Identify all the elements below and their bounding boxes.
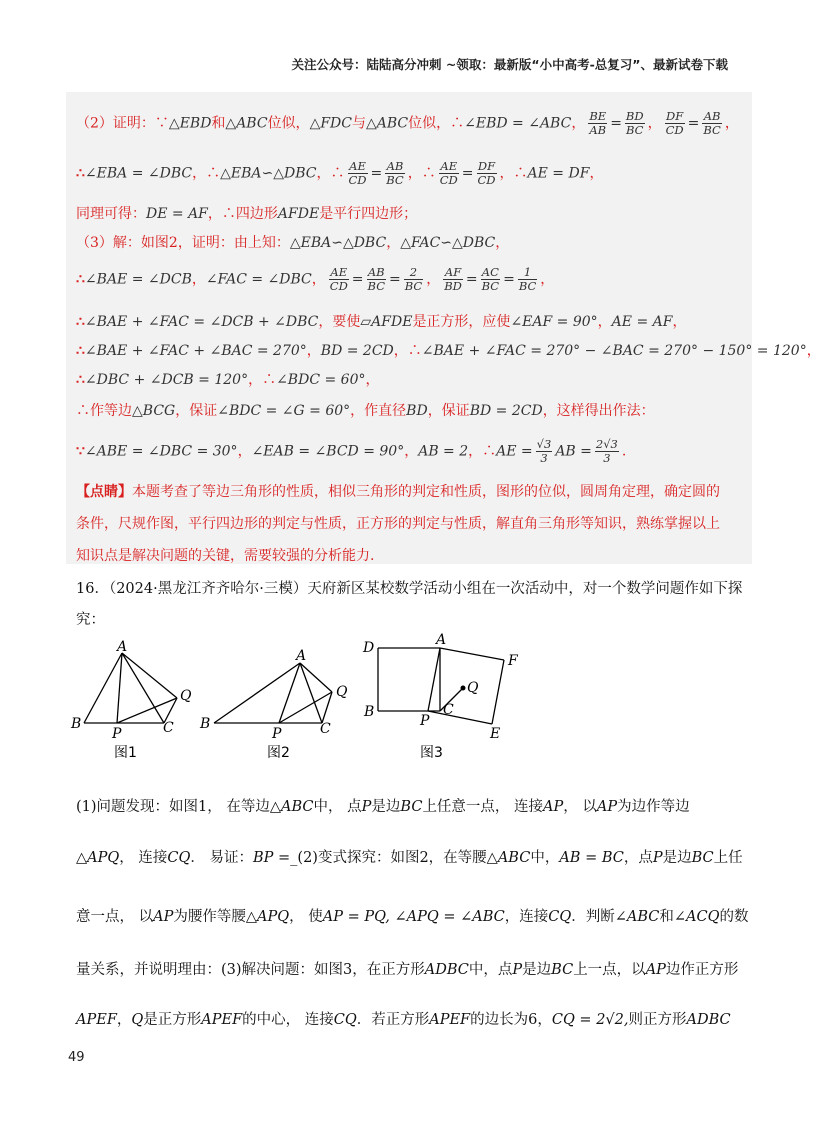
solution-line-4: （3）解：如图2，证明：由上知：△EBA∽△DBC，△FAC∽△DBC， [76,235,510,251]
fig2-label-a: A [296,648,307,664]
fig1-label-p: P [112,726,122,742]
question-paragraph-line-1: (1)问题发现：如图1， 在等边△ABC中， 点P是边BC上任意一点， 连接AP， 以AP为边作等边 [76,799,690,815]
fraction: $\frac{AE}{CD}$ [348,159,367,187]
fig2-label-q: Q [336,684,348,700]
fig3-label-q: Q [467,680,479,696]
fig1-label-a: A [117,639,128,655]
fig2-label-p: P [272,726,282,742]
text: 和 [211,115,226,132]
page-header: 关注公众号：陆陆高分冲刺 ~领取：最新版“小中高考-总复习”、最新试卷下载 [291,57,728,72]
fig1-label-b: B [71,716,82,732]
fraction: $\frac{DF}{CD}$ [665,109,684,137]
fig3-center-dot [461,686,466,691]
fig2-label-c: C [320,721,331,737]
question-paragraph-line-3: 意一点， 以AP为腰作等腰△APQ， 使AP = PQ, ∠APQ = ∠ABC，连接CQ．判断∠ABC和∠ACQ的数 [76,909,749,925]
math: △EBD [168,115,212,132]
key-point-line-1: 【点睛】本题考查了等边三角形的性质，相似三角形的判定和性质，图形的位似，圆周角定理，确定圆的 [76,484,720,500]
question-paragraph-line-5: APEF，Q是正方形APEF的中心， 连接CQ．若正方形APEF的边长为6，CQ = 2√2,则正方形ADBC [76,1012,731,1028]
solution-line-6: ∴∠BAE + ∠FAC = ∠DCB + ∠DBC，要使▱AFDE是正方形，应使∠EAF = 90°，AE = AF， [76,314,687,330]
fraction: $\frac{BE}{AB}$ [589,109,607,137]
fraction: $\frac{AB}{BC}$ [703,109,721,137]
solution-line-7: ∴∠BAE + ∠FAC + ∠BAC = 270°，BD = 2CD，∴∠BAE + ∠FAC = 270° − ∠BAC = 270° − 150° = 120°， [76,343,821,359]
question-line-1: 16．（2024·黑龙江齐齐哈尔·三模）天府新区某校数学活动小组在一次活动中，对一个数学问题作如下探 [76,581,743,597]
fraction: $\frac{BD}{BC}$ [625,109,644,137]
fig1-caption: 图1 [114,745,137,761]
solution-line-2: ∴∠EBA = ∠DBC，∴△EBA∽△DBC，∴ $\frac{AE}{CD}$ = $\frac{AB}{BC}$ ，∴ $\frac{AE}{CD}$ = $\frac{DF}{CD}$ ，∴AE = DF， [76,159,604,187]
fig3-label-b: B [364,704,375,720]
math: △ABC [365,115,409,132]
fraction: $\frac{AB}{BC}$ [386,159,404,187]
solution-line-9: ∴作等边△BCG，保证∠BDC = ∠G = 60°，作直径BD，保证BD = 2CD，这样得出作法： [76,403,655,419]
text: 位似，∴ [408,115,465,132]
math: △ABC [225,115,268,132]
fig3-caption: 图3 [420,745,443,761]
fig3-label-a: A [436,632,447,648]
fig3-label-p: P [420,713,430,729]
solution-line-3: 同理可得：DE = AF，∴四边形AFDE是平行四边形； [76,206,418,222]
text: 与 [351,115,366,132]
math: ∠EBD = ∠ABC [464,115,572,132]
question-paragraph-line-2: △APQ， 连接CQ． 易证：BP =_(2)变式探究：如图2，在等腰△ABC中，AB = BC，点P是边BC上任 [76,850,743,866]
page-number: 49 [68,1050,85,1065]
geometry-figures [60,630,760,770]
fig3-label-f: F [508,653,518,669]
question-line-2: 究： [76,612,105,628]
fig2-caption: 图2 [267,745,290,761]
question-paragraph-line-4: 量关系，并说明理由：(3)解决问题：如图3，在正方形ADBC中，点P是边BC上一点，以AP边作正方形 [76,962,739,978]
fig3-label-d: D [363,640,375,656]
solution-line-5: ∴∠BAE = ∠DCB，∠FAC = ∠DBC， $\frac{AE}{CD}$ = $\frac{AB}{BC}$ = $\frac{2}{BC}$ ， $\frac{AF}{BD}$ = $\frac{AC}{BC}$ = $\frac{1}{BC}$ ， [76,265,555,293]
solution-line-8: ∴∠DBC + ∠DCB = 120°，∴∠BDC = 60°， [76,372,380,388]
fig2-label-b: B [200,716,211,732]
figure-1 [84,653,177,723]
fig3-label-c: C [443,702,454,718]
figure-2 [214,663,332,723]
figure-3 [378,648,504,724]
fig1-label-q: Q [180,688,192,704]
text: （2）证明：∵ [76,115,169,132]
math: △FDC [309,115,352,132]
text: 位似， [267,115,310,132]
key-point-line-3: 知识点是解决问题的关键，需要较强的分析能力. [76,548,375,564]
key-point-line-2: 条件，尺规作图，平行四边形的判定与性质，正方形的判定与性质，解直角三角形等知识，熟练掌握以上 [76,516,720,532]
fraction: $\frac{DF}{CD}$ [477,159,496,187]
fig3-label-e: E [490,726,501,742]
fraction: $\frac{AE}{CD}$ [439,159,458,187]
solution-line-10: ∵∠ABE = ∠DBC = 30°，∠EAB = ∠BCD = 90°，AB = 2，∴AE = $\frac{√3}{3}$ AB = $\frac{2√3}{3}$ . [76,437,627,465]
fig1-label-c: C [163,720,174,736]
solution-line-1: （2）证明：∵△EBD和△ABC位似，△FDC与△ABC位似，∴∠EBD = ∠ABC， $\frac{BE}{AB}$ = $\frac{BD}{BC}$ ， $\frac{DF}{CD}$ = $\frac{AB}{BC}$ ， [76,109,739,137]
